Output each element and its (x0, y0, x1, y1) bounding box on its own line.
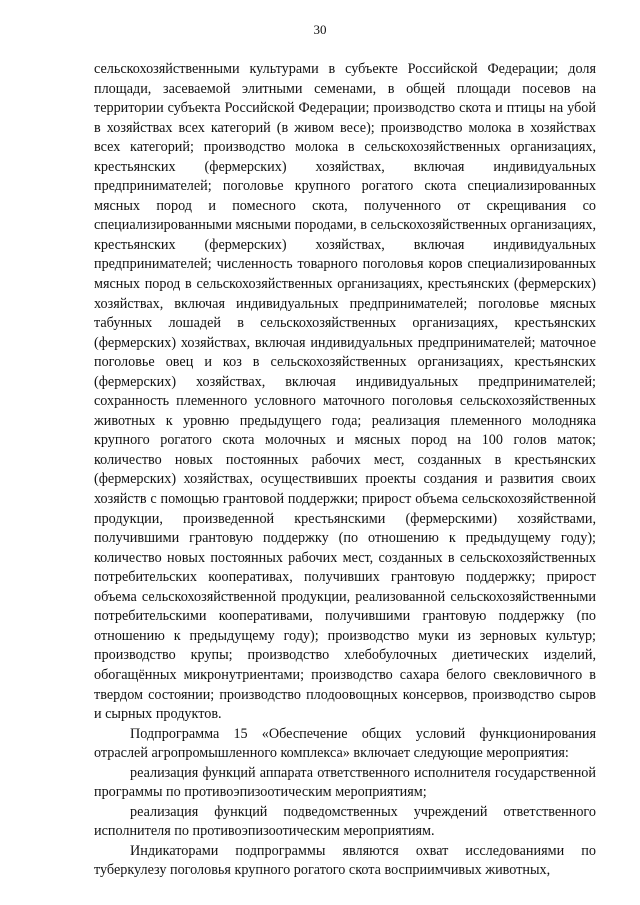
document-body (94, 60, 596, 881)
paragraph-measure-1: реализация функций аппарата ответственного исполнителя государственной программы по противоэпизоотическим мероприятиям; (94, 764, 596, 801)
paragraph-indicators-subprogram: Индикаторами подпрограммы являются охват исследованиями по туберкулезу поголовья крупного рогатого скота восприимчивых животных, (94, 842, 596, 879)
page-number: 30 (313, 22, 327, 37)
paragraph-indicators-continued: сельскохозяйственными культурами в субъекте Российской Федерации; доля площади, засеваемой элитными семенами, в общей площади посевов на территории субъекта Российской Федерации; производство скота и птицы на убой в хозяйствах всех категорий (в живом весе); производство молока в хозяйствах всех категорий; производство молока в сельскохозяйственных организациях, крестьянских (фермерских) хозяйствах, включая индивидуальных предпринимателей; поголовье крупного рогатого скота специализированных мясных пород и помесного скота, полученного от скрещивания со специализированными мясными породами, в сельскохозяйственных организациях, крестьянских (фермерских) хозяйствах, включая индивидуальных предпринимателей; численность товарного поголовья коров специализированных мясных пород в сельскохозяйственных организациях, крестьянских (фермерских) хозяйствах, включая индивидуальных предпринимателей; поголовье мясных табунных лошадей в сельскохозяйственных организациях, крестьянских (фермерских) хозяйствах, включая индивидуальных предпринимателей; маточное поголовье овец и коз в сельскохозяйственных организациях, крестьянских (фермерских) хозяйствах, включая индивидуальных предпринимателей; сохранность племенного условного маточного поголовья сельскохозяйственных животных к уровню предыдущего года; реализация племенного молодняка крупного рогатого скота молочных и мясных пород на 100 голов маток; количество новых постоянных рабочих мест, созданных в крестьянских (фермерских) хозяйствах, осуществивших проекты создания и развития своих хозяйств с помощью грантовой поддержки; прирост объема сельскохозяйственной продукции, произведенной крестьянскими (фермерскими) хозяйствами, получившими грантовую поддержку (по отношению к предыдущему году); количество новых постоянных рабочих мест, созданных в сельскохозяйственных потребительских кооперативах, получивших грантовую поддержку; прирост объема сельскохозяйственной продукции, реализованной сельскохозяйственными потребительскими кооперативами, получившими грантовую поддержку (по отношению к предыдущему году); производство муки из зерновых культур; производство крупы; производство хлебобулочных диетических изделий, обогащённых микронутриентами; производство сахара белого свекловичного в твердом состоянии; производство плодоовощных консервов, производство сыров и сырных продуктов. (94, 61, 596, 723)
paragraph-measure-2: реализация функций подведомственных учреждений ответственного исполнителя по противоэпизоотическим мероприятиям. (94, 803, 596, 840)
paragraph-subprogram-15: Подпрограмма 15 «Обеспечение общих условий функционирования отраслей агропромышленного комплекса» включает следующие мероприятия: (94, 725, 596, 762)
